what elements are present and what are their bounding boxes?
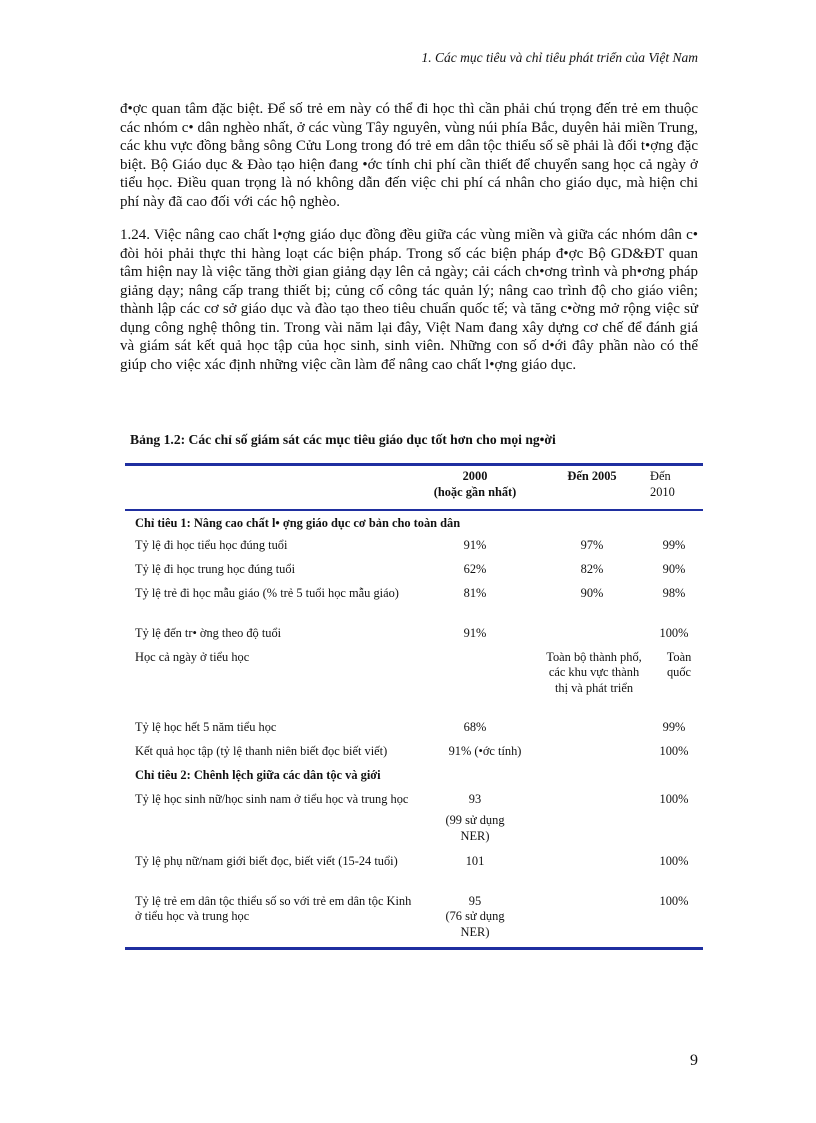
cell-2010: 90% [662,561,686,576]
indicator-table [125,463,703,950]
cell-2000: 91% [463,625,487,640]
table-row [125,647,703,717]
row-label: Tỷ lệ trẻ đi học mẫu giáo (% trẻ 5 tuổi học mẫu giáo) [135,585,399,600]
cell-2000: 62% [463,561,487,576]
section-2-title: Chỉ tiêu 2: Chênh lệch giữa các dân tộc và giới [135,767,381,782]
header-2000 [415,469,535,500]
table-row [125,535,703,559]
cell-2005: 90% [580,585,604,600]
table-row [125,741,703,765]
table-row [125,891,703,947]
cell-2010: 99% [662,537,686,552]
table-caption: Bảng 1.2: Các chỉ số giám sát các mục tiêu giáo dục tốt hơn cho mọi ng•ời [130,432,556,447]
table-top-rule [125,463,703,466]
cell-2010: 100% [659,743,689,758]
cell-2010: Toàn quốc [666,649,692,679]
table-row [125,789,703,851]
cell-2010: 100% [659,893,689,908]
section-1-row [125,511,703,535]
section-1-title: Chỉ tiêu 1: Nâng cao chất l• ợng giáo dục cơ bản cho toàn dân [135,515,461,530]
row-label: Kết quả học tập (tỷ lệ thanh niên biết đọc biết viết) [135,743,388,758]
cell-2005: 97% [580,537,604,552]
cell-2000 [415,792,535,845]
row-label: Tỷ lệ trẻ em dân tộc thiểu số so với trẻ em dân tộc Kinh ở tiểu học và trung học [135,893,412,923]
cell-2010: 99% [662,719,686,734]
cell-2005: 82% [580,561,604,576]
page-number: 9 [690,1052,698,1069]
table-bottom-rule [125,947,703,950]
cell-2010: 100% [659,625,689,640]
cell-2000: 101 [465,853,485,868]
cell-2010: 98% [662,585,686,600]
cell-2000-value: 93 [468,791,482,806]
row-label: Tỷ lệ đi học tiểu học đúng tuổi [135,537,288,552]
row-label: Tỷ lệ học hết 5 năm tiểu học [135,719,277,734]
cell-2010: 100% [659,791,689,806]
table-row [125,851,703,891]
table-row [125,583,703,623]
cell-2000: 91% [463,537,487,552]
cell-2000-note: (76 sử dụng NER) [445,909,505,939]
header-2005: Đến 2005 [567,469,617,483]
table-row [125,717,703,741]
header-2000-year: 2000 [462,469,488,483]
cell-2000-value: 95 [468,893,482,908]
paragraph-1: đ•ợc quan tâm đặc biệt. Để số trẻ em này có thể đi học thì cần phải chú trọng đến trẻ em thuộc các nhóm c• dân nghèo nhất, ở các vùng Tây nguyên, vùng núi phía Bắc, duyên hải miền Trung, các khu vực đồng bằng sông Cửu Long trong đó trẻ em dân tộc thiểu số sẽ phải là đối t•ợng đặc biệt. Bộ Giáo dục & Đào tạo hiện đang •ớc tính chi phí cần thiết để chuyển sang học cả ngày ở tiểu học. Điều quan trọng là nó không dẫn đến việc chi phí cá nhân cho giáo dục, mà hiện chi phí này đã cao đối với các hộ nghèo. [120,101,698,210]
table-row [125,559,703,583]
cell-2000-note: (99 sử dụng NER) [445,813,505,843]
cell-2000: 68% [463,719,487,734]
running-header: 1. Các mục tiêu và chỉ tiêu phát triển của Việt Nam [421,50,698,65]
header-2010: Đến 2010 [650,469,675,499]
cell-2000 [415,894,535,941]
row-label: Tỷ lệ đến tr• ờng theo độ tuổi [135,625,282,640]
header-2000-sub: (hoặc gần nhất) [433,484,517,499]
cell-2005: Toàn bộ thành phố, các khu vực thành thị và phát triển [546,649,642,695]
cell-2000: 81% [463,585,487,600]
table-header-row [125,469,703,509]
paragraph-2: 1.24. Việc nâng cao chất l•ợng giáo dục đồng đều giữa các vùng miền và giữa các nhóm dân c• đòi hỏi phải thực thi hàng loạt các biện pháp. Trong số các biện pháp đ•ợc Bộ GD&ĐT quan tâm hiện nay là việc tăng thời gian giảng dạy lên cả ngày; cải cách ch•ơng trình và ph•ơng pháp giảng dạy; nâng cấp trang thiết bị; củng cố công tác quản lý; nâng cao trình độ cho giáo viên; thành lập các cơ sở giáo dục và đào tạo theo tiêu chuẩn quốc tế; và tăng c•ờng mở rộng việc sử dụng công nghệ thông tin. Trong vài năm lại đây, Việt Nam đang xây dựng cơ chế để đánh giá và giám sát kết quả học tập của học sinh, sinh viên. Những con số d•ới đây phần nào có thể giúp cho việc xác định những việc cần làm để nâng cao chất l•ợng giáo dục. [120,227,698,373]
table-row [125,623,703,647]
row-label: Tỷ lệ học sinh nữ/học sinh nam ở tiểu học và trung học [135,791,409,806]
cell-2010: 100% [659,853,689,868]
row-label: Tỷ lệ đi học trung học đúng tuổi [135,561,296,576]
row-label: Tỷ lệ phụ nữ/nam giới biết đọc, biết viết (15-24 tuổi) [135,853,398,868]
row-label: Học cả ngày ở tiểu học [135,649,250,664]
section-2-row [125,765,703,789]
cell-2000: 91% (•ớc tính) [448,743,522,758]
